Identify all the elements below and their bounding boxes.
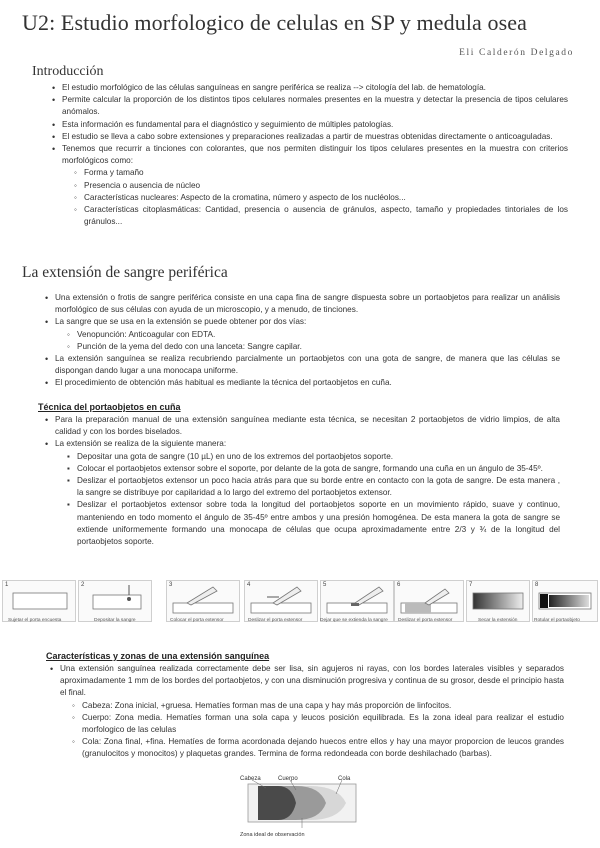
list-item: • La extensión sanguínea se realiza recubriendo parcialmente un portaobjetos con una gota de sangre, de manera que las células se dispongan dando lugar a una monocapa uniforme. [55, 353, 560, 377]
section-heading-extension: La extensión de sangre periférica [22, 264, 228, 281]
step-item: ▪ Colocar el portaobjetos extensor sobre el soporte, por delante de la gota de sangre, formando una cuña en un ángulo de 35-45º. [77, 463, 560, 475]
slide-illustration [3, 581, 75, 621]
extension-list [55, 292, 560, 390]
intro-list [62, 82, 568, 228]
slide-illustration [321, 581, 393, 621]
label-ideal-zone: Zona ideal de observación [240, 832, 305, 838]
panel-caption: Dejar que se extienda la sangre [320, 618, 388, 623]
panel-caption: Rotular el portaobjeto [534, 618, 580, 623]
step-item: ▪ Deslizar el portaobjetos extensor sobre toda la longitud del portaobjetos soporte en un movimiento rápido, suave y continuo, manteniendo en todo momento el ángulo de 35-45º entre ambos y una presión homogénea. De esta manera la gota de sangre se extiende uniformemente formando una monocapa de células que ocupa aproximadamente entre 2/3 y ¾ de la longitud del portaobjetos soporte. [77, 499, 560, 548]
panel-number: 5 [323, 582, 327, 588]
panel-number: 6 [397, 582, 401, 588]
label-head: Cabeza [240, 776, 261, 782]
list-item: • El estudio se lleva a cabo sobre extensiones y preparaciones realizadas a partir de muestras obtenidas directamente o anticoaguladas. [62, 131, 568, 143]
panel-caption: Colocar el porta extensor [170, 618, 224, 623]
panel-caption: Deslizar el porta extensor [398, 618, 453, 623]
sub-list-item: ◦ Punción de la yema del dedo con una lanceta: Sangre capilar. [77, 341, 560, 353]
list-item: • Esta información es fundamental para el diagnóstico y seguimiento de múltiples patologías. [62, 119, 568, 131]
panel-caption: Deslizar el porta extensor [248, 618, 303, 623]
document-title: U2: Estudio morfologico de celulas en SP y medula osea [22, 10, 527, 35]
sub-list-item: ◦ Cabeza: Zona inicial, +gruesa. Hematíes forman mas de una capa y hay más proporción de linfocitos. [82, 700, 564, 712]
list-item: • Para la preparación manual de una extensión sanguínea mediante esta técnica, se necesitan 2 portaobjetos de vidrio limpios, de alta calidad y con los bordes biselados. [55, 414, 560, 438]
panel-number: 4 [247, 582, 251, 588]
figure-panel [466, 580, 530, 622]
zonas-list [60, 663, 564, 761]
figure-panel [394, 580, 464, 622]
step-item: ▪ Deslizar el portaobjetos extensor un poco hacia atrás para que su borde entre en contacto con la gota de sangre. De esta manera , la sangre se distribuye por capilaridad a lo largo del extremo del portaobjetos extensor. [77, 475, 560, 499]
panel-number: 1 [5, 582, 9, 588]
list-item: • Una extensión sanguínea realizada correctamente debe ser lisa, sin agujeros ni rayas, con los bordes laterales visibles y separados aproximadamente 1 mm de los bordes del portaobjetos, y con una disminución progresiva y continua de su grosor, desde el principio hasta el final. [60, 663, 564, 700]
author-name: Eli Calderón Delgado [459, 48, 574, 58]
panel-number: 8 [535, 582, 539, 588]
tecnica-list [55, 414, 560, 548]
subsection-heading-tecnica: Técnica del portaobjetos en cuña [38, 402, 181, 412]
panel-number: 2 [81, 582, 85, 588]
panel-number: 7 [469, 582, 473, 588]
slide-illustration [245, 581, 317, 621]
section-heading-intro: Introducción [32, 64, 104, 79]
figure-panel [78, 580, 152, 622]
label-tail: Cola [338, 776, 351, 782]
panel-number: 3 [169, 582, 173, 588]
slide-illustration [395, 581, 463, 621]
panel-caption: Depositar la sangre [94, 618, 136, 623]
sub-list-item: ◦ Características citoplasmáticas: Cantidad, presencia o ausencia de gránulos, aspecto, tamaño y propiedades tintoriales de los gránulos... [84, 204, 568, 228]
panel-caption: Secar la extensión [478, 618, 518, 623]
smear-zones-diagram [238, 772, 364, 840]
list-item: • Tenemos que recurrir a tinciones con colorantes, que nos permiten distinguir los tipos celulares presentes en la muestra con criterios morfológicos como: [62, 143, 568, 167]
slide-illustration [533, 581, 597, 621]
smear-illustration [238, 772, 364, 840]
figure-panel [320, 580, 394, 622]
list-item: • Permite calcular la proporción de los distintos tipos celulares normales presentes en la muestra y detectar la presencia de tipos celulares anómalos. [62, 94, 568, 118]
sub-list-item: ◦ Características nucleares: Aspecto de la cromatina, número y aspecto de los nucléolos... [84, 192, 568, 204]
label-body: Cuerpo [278, 776, 298, 782]
subsection-heading-zonas: Características y zonas de una extensión sanguínea [46, 651, 270, 661]
sub-list-item: ◦ Cuerpo: Zona media. Hematíes forman una sola capa y leucos posición equilibrada. Es la zona ideal para realizar el estudio morfologico de las celulas [82, 712, 564, 736]
list-item: • El estudio morfológico de las células sanguíneas en sangre periférica se realiza --> citología del lab. de hematología. [62, 82, 568, 94]
sub-list-item: ◦ Cola: Zona final, +fina. Hematíes de forma acordonada dejando huecos entre ellos y hay una mayor proporcion de leucos grandes (granulocitos y monocitos) y plaquetas grandes. Termina de forma redondeada con borde deshilachado (barbas). [82, 736, 564, 760]
slide-illustration [167, 581, 239, 621]
list-item: • El procedimiento de obtención más habitual es mediante la técnica del portaobjetos en cuña. [55, 377, 560, 389]
slide-illustration [467, 581, 529, 621]
figure-panel [2, 580, 76, 622]
list-item: • La sangre que se usa en la extensión se puede obtener por dos vías: [55, 316, 560, 328]
list-item: • Una extensión o frotis de sangre periférica consiste en una capa fina de sangre dispuesta sobre un portaobjetos para realizar un análisis morfológico de sus células con ayuda de un microscopio, y a menudo, de tinciones. [55, 292, 560, 316]
step-item: ▪ Depositar una gota de sangre (10 µL) en uno de los extremos del portaobjetos soporte. [77, 451, 560, 463]
figure-panel [166, 580, 240, 622]
panel-caption: Sujetar el porta encuesta [8, 618, 62, 623]
procedure-figure-strip [2, 580, 598, 628]
sub-list-item: ◦ Presencia o ausencia de núcleo [84, 180, 568, 192]
figure-panel [532, 580, 598, 622]
figure-panel [244, 580, 318, 622]
slide-illustration [79, 581, 151, 621]
sub-list-item: ◦ Forma y tamaño [84, 167, 568, 179]
sub-list-item: ◦ Venopunción: Anticoagular con EDTA. [77, 329, 560, 341]
list-item: • La extensión se realiza de la siguiente manera: [55, 438, 560, 450]
